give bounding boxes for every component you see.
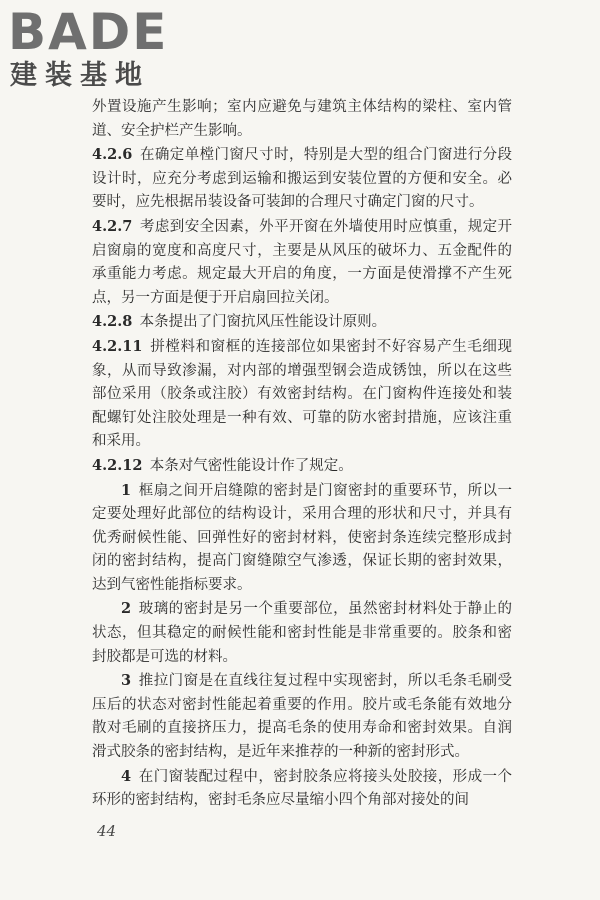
section-number: 4.2.8 — [92, 313, 133, 331]
item-number: 1 — [121, 481, 132, 499]
paragraph-text: 在门窗装配过程中，密封胶条应将接头处胶接，形成一个环形的密封结构，密封毛条应尽量缩小四个角部对接处的间 — [92, 768, 512, 809]
paragraph-continuation — [92, 96, 512, 143]
paragraph-4-2-12 — [92, 454, 512, 479]
section-number: 4.2.12 — [92, 456, 143, 474]
paragraph-4-2-7 — [92, 215, 512, 310]
paragraph-4-2-8 — [92, 310, 512, 335]
paragraph-text: 考虑到安全因素，外平开窗在外墙使用时应慎重，规定开启窗扇的宽度和高度尺寸，主要是从风压的破坏力、五金配件的承重能力考虑。规定最大开启的角度，一方面是使滑撑不产生死点，另一方面是便于开启扇回拉关闭。 — [92, 218, 512, 306]
page-body — [92, 96, 512, 813]
paragraph-text: 在确定单樘门窗尺寸时，特别是大型的组合门窗进行分段设计时，应充分考虑到运输和搬运到安装位置的方便和安全。必要时，应先根据吊装设备可装卸的合理尺寸确定门窗的尺寸。 — [92, 147, 512, 211]
paragraph-text: 拼樘料和窗框的连接部位如果密封不好容易产生毛细现象，从而导致渗漏，对内部的增强型钢会造成锈蚀，所以在这些部位采用（胶条或注胶）有效密封结构。在门窗构件连接处和装配螺钉处注胶处理是一种有效、可靠的防水密封措施，应该注重和采用。 — [92, 338, 512, 450]
paragraph-text: 玻璃的密封是另一个重要部位，虽然密封材料处于静止的状态，但其稳定的耐候性能和密封性能是非常重要的。胶条和密封胶都是可选的材料。 — [92, 601, 512, 665]
paragraph-text: 外置设施产生影响；室内应避免与建筑主体结构的梁柱、室内管道、安全护栏产生影响。 — [92, 99, 512, 139]
item-number: 2 — [121, 600, 132, 618]
logo-wordmark: BADE — [8, 3, 169, 61]
paragraph-text: 框扇之间开启缝隙的密封是门窗密封的重要环节，所以一定要处理好此部位的结构设计，采用合理的形状和尺寸，并具有优秀耐候性能、回弹性好的密封材料，使密封条连续完整形成封闭的密封结构，提高门窗缝隙空气渗透，保证长期的密封效果，达到气密性能指标要求。 — [92, 482, 512, 593]
list-item-2 — [92, 597, 512, 669]
paragraph-text: 本条对气密性能设计作了规定。 — [149, 457, 353, 474]
paragraph-text: 推拉门窗是在直线往复过程中实现密封，所以毛条毛刷受压后的状态对密封性能起着重要的作用。胶片或毛条能有效地分散对毛刷的直接挤压力，提高毛条的使用寿命和密封效果。自润滑式胶条的密封结构，是近年来推荐的一种新的密封形式。 — [92, 673, 512, 761]
bade-logo — [8, 4, 178, 96]
list-item-1 — [92, 479, 512, 598]
paragraph-4-2-11 — [92, 335, 512, 454]
item-number: 4 — [121, 767, 132, 785]
paragraph-4-2-6 — [92, 143, 512, 215]
section-number: 4.2.7 — [92, 217, 133, 235]
paragraph-text: 本条提出了门窗抗风压性能设计原则。 — [139, 314, 387, 331]
page-number: 44 — [97, 822, 117, 840]
list-item-3 — [92, 669, 512, 764]
list-item-4 — [92, 765, 512, 813]
section-number: 4.2.11 — [92, 337, 143, 355]
section-number: 4.2.6 — [92, 146, 133, 164]
item-number: 3 — [121, 672, 132, 690]
logo-subtitle: 建装基地 — [10, 60, 150, 91]
